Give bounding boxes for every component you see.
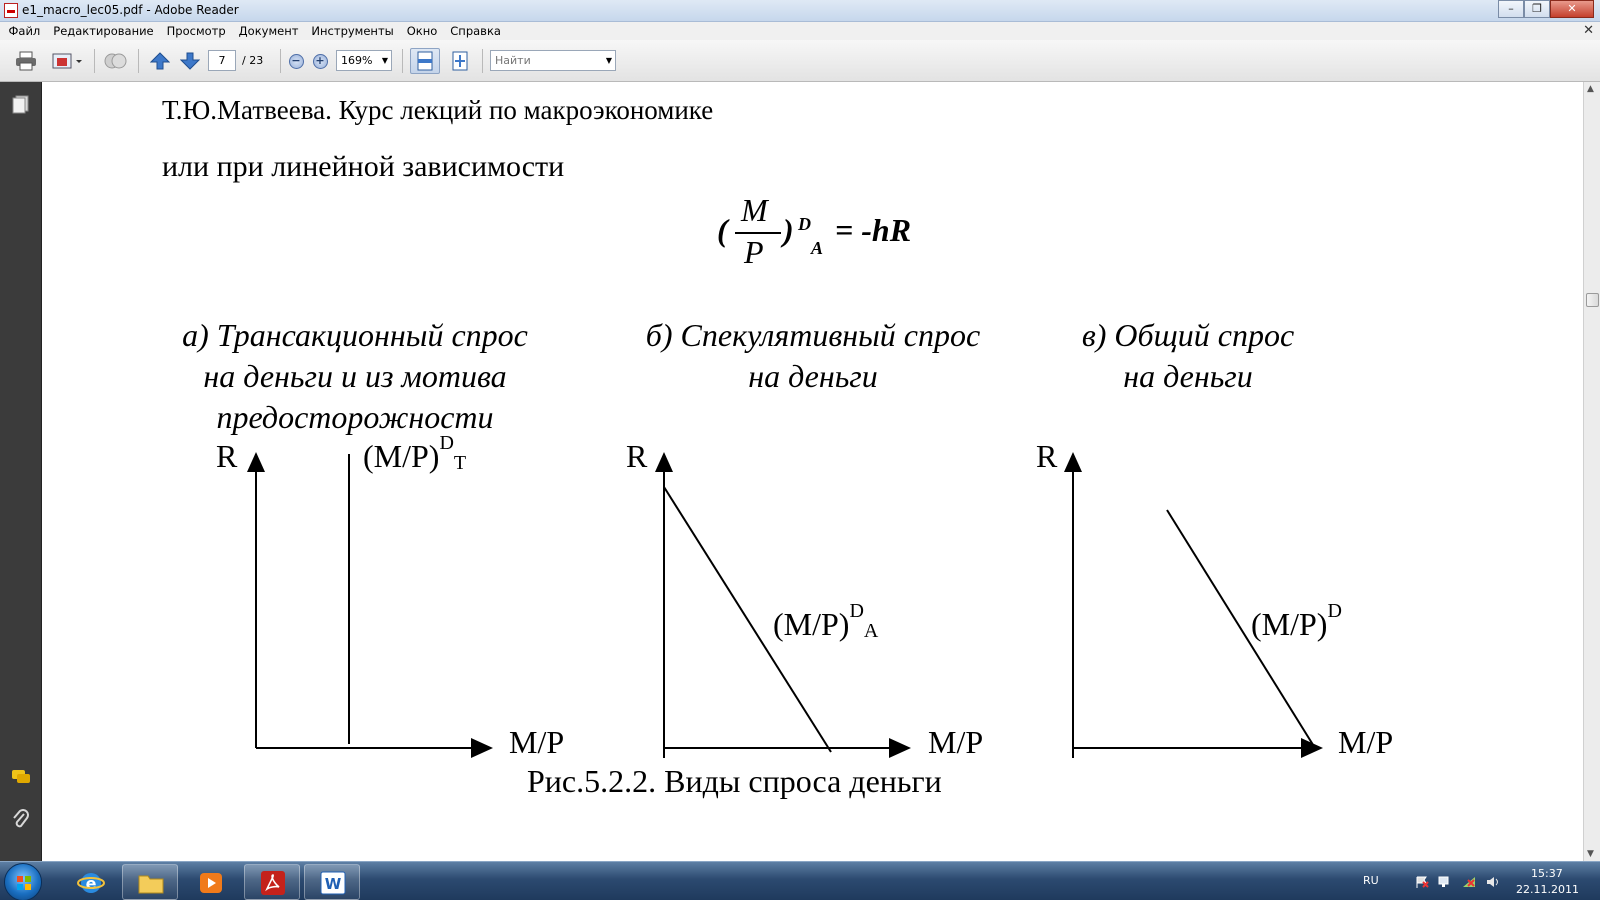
pages-icon[interactable] bbox=[11, 94, 31, 114]
close-document-icon[interactable]: ✕ bbox=[1583, 23, 1594, 38]
minimize-button[interactable]: – bbox=[1498, 0, 1524, 18]
language-indicator[interactable]: RU bbox=[1363, 874, 1379, 887]
print-button[interactable] bbox=[12, 48, 40, 74]
panel-b-title-line: на деньги bbox=[748, 358, 878, 394]
panel-b-x-label: M/P bbox=[928, 724, 984, 760]
scroll-down-icon[interactable]: ▼ bbox=[1587, 849, 1594, 859]
formula-subscript: A bbox=[811, 238, 824, 258]
comments-icon[interactable] bbox=[11, 767, 31, 787]
panel-c-y-arrowhead bbox=[1064, 452, 1082, 472]
svg-text:e: e bbox=[85, 874, 97, 893]
toolbar-separator bbox=[138, 49, 139, 73]
panel-b-title-line: б) Спекулятивный спрос bbox=[645, 317, 981, 353]
panel-c-diagram bbox=[1064, 452, 1323, 758]
panel-a-curve-label bbox=[363, 432, 467, 475]
svg-text:W: W bbox=[324, 875, 342, 893]
fit-page-icon bbox=[451, 51, 469, 71]
fit-page-button[interactable] bbox=[446, 48, 474, 74]
clock-time[interactable]: 15:37 bbox=[1531, 867, 1563, 880]
panel-c-x-arrowhead bbox=[1301, 738, 1323, 758]
close-button[interactable]: ✕ bbox=[1550, 0, 1594, 18]
taskbar bbox=[0, 861, 1600, 900]
internet-explorer-icon bbox=[77, 870, 105, 896]
panel-a-y-label: R bbox=[216, 438, 238, 474]
panel-c-x-label: M/P bbox=[1338, 724, 1394, 760]
document-header: Т.Ю.Матвеева. Курс лекций по макроэкономике bbox=[162, 95, 714, 125]
menu-file[interactable]: Файл bbox=[8, 24, 41, 38]
panel-a-x-arrowhead bbox=[471, 738, 493, 758]
toolbar-separator bbox=[94, 49, 95, 73]
start-button[interactable] bbox=[4, 863, 42, 900]
navigation-pane bbox=[0, 82, 42, 861]
collaborate-button[interactable] bbox=[102, 48, 130, 74]
panel-b-x-arrowhead bbox=[889, 738, 911, 758]
email-icon bbox=[52, 51, 82, 71]
curve-label-sup: D bbox=[849, 600, 864, 622]
print-icon bbox=[15, 51, 37, 71]
taskbar-word[interactable] bbox=[304, 864, 360, 900]
formula-open-paren: ( bbox=[717, 212, 728, 248]
clock-date[interactable]: 22.11.2011 bbox=[1516, 883, 1579, 896]
toolbar-separator bbox=[402, 49, 403, 73]
curve-label-sub: A bbox=[863, 620, 879, 642]
toolbar-separator bbox=[482, 49, 483, 73]
panel-c-y-label: R bbox=[1036, 438, 1058, 474]
document-page bbox=[43, 82, 1583, 861]
signal-icon[interactable] bbox=[1462, 876, 1476, 888]
arrow-down-icon bbox=[180, 51, 200, 71]
menu-window[interactable]: Окно bbox=[406, 24, 438, 38]
chevron-down-icon: ▼ bbox=[605, 56, 612, 65]
zoom-select[interactable] bbox=[336, 50, 392, 71]
scrollbar-thumb[interactable] bbox=[1586, 293, 1599, 307]
zoom-in-button[interactable] bbox=[310, 48, 330, 74]
zoom-out-icon: − bbox=[289, 54, 304, 69]
email-button[interactable] bbox=[48, 48, 86, 74]
windows-logo-icon bbox=[16, 875, 32, 891]
network-icon[interactable] bbox=[1438, 876, 1452, 888]
window-controls bbox=[1498, 0, 1594, 19]
volume-icon[interactable] bbox=[1486, 876, 1500, 888]
menu-document[interactable]: Документ bbox=[238, 24, 299, 38]
window-title: e1_macro_lec05.pdf - Adobe Reader bbox=[22, 3, 239, 17]
panel-a-x-label: M/P bbox=[509, 724, 565, 760]
previous-page-button[interactable] bbox=[148, 48, 172, 74]
formula-rhs: = -hR bbox=[835, 212, 912, 248]
menu-tools[interactable]: Инструменты bbox=[311, 24, 394, 38]
taskbar-media-player[interactable] bbox=[182, 864, 238, 900]
panel-b-curve-label bbox=[773, 600, 879, 643]
collaborate-icon bbox=[104, 51, 128, 71]
chevron-down-icon: ▼ bbox=[381, 56, 388, 65]
taskbar-adobe-reader[interactable] bbox=[244, 864, 300, 900]
document-sentence: или при линейной зависимости bbox=[162, 150, 565, 183]
page-number-input[interactable]: 7 bbox=[208, 50, 236, 71]
adobe-reader-icon bbox=[259, 870, 287, 896]
pdf-file-icon bbox=[4, 3, 18, 18]
curve-label-base: (M/P) bbox=[363, 438, 440, 474]
media-player-icon bbox=[197, 870, 225, 896]
menu-view[interactable]: Просмотр bbox=[166, 24, 226, 38]
formula-superscript: D bbox=[798, 214, 811, 234]
panel-a-diagram bbox=[247, 452, 493, 758]
zoom-in-icon: + bbox=[313, 54, 328, 69]
menu-help[interactable]: Справка bbox=[450, 24, 501, 38]
panel-c-curve-label bbox=[1251, 600, 1342, 643]
menu-bar bbox=[0, 22, 1600, 40]
next-page-button[interactable] bbox=[178, 48, 202, 74]
figure-caption: Рис.5.2.2. Виды спроса деньги bbox=[527, 763, 942, 799]
curve-label-sup: D bbox=[1327, 600, 1342, 622]
scroll-up-icon[interactable]: ▲ bbox=[1587, 84, 1594, 94]
toolbar-separator bbox=[280, 49, 281, 73]
panel-c-title-line: на деньги bbox=[1123, 358, 1253, 394]
panel-a-title-line: на деньги и из мотива bbox=[203, 358, 507, 394]
panel-b-y-arrowhead bbox=[655, 452, 673, 472]
zoom-out-button[interactable] bbox=[286, 48, 306, 74]
formula-denominator: P bbox=[744, 234, 764, 270]
toolbar bbox=[0, 40, 1600, 82]
page-total: / 23 bbox=[242, 54, 264, 67]
zoom-value: 169% bbox=[341, 54, 373, 67]
search-input[interactable] bbox=[490, 50, 616, 71]
panel-a-y-arrowhead bbox=[247, 452, 265, 472]
vertical-scrollbar[interactable] bbox=[1583, 82, 1600, 861]
panel-b-y-label: R bbox=[626, 438, 648, 474]
panel-a-title-line: предосторожности bbox=[216, 399, 494, 435]
taskbar-explorer[interactable] bbox=[122, 864, 178, 900]
paperclip-icon[interactable] bbox=[11, 809, 31, 829]
fit-width-icon bbox=[416, 51, 434, 71]
search-placeholder: Найти bbox=[495, 54, 531, 67]
formula-close-paren: ) bbox=[783, 212, 794, 248]
taskbar-internet-explorer[interactable] bbox=[62, 864, 118, 900]
arrow-up-icon bbox=[150, 51, 170, 71]
curve-label-sub: T bbox=[453, 452, 467, 474]
panel-a-title-line: а) Трансакционный спрос bbox=[182, 317, 528, 353]
panel-c-title-line: в) Общий спрос bbox=[1081, 317, 1295, 353]
fit-width-button[interactable] bbox=[410, 48, 440, 74]
formula-numerator: M bbox=[741, 192, 768, 228]
maximize-button[interactable]: ❐ bbox=[1524, 0, 1550, 18]
curve-label-base: (M/P) bbox=[1251, 606, 1328, 642]
curve-label-base: (M/P) bbox=[773, 606, 850, 642]
panel-b-diagram bbox=[655, 452, 911, 758]
folder-icon bbox=[137, 870, 165, 896]
title-bar bbox=[0, 0, 1600, 22]
flag-icon[interactable] bbox=[1415, 876, 1429, 888]
menu-edit[interactable]: Редактирование bbox=[53, 24, 154, 38]
curve-label-sup: D bbox=[439, 432, 454, 454]
word-icon bbox=[319, 870, 347, 896]
